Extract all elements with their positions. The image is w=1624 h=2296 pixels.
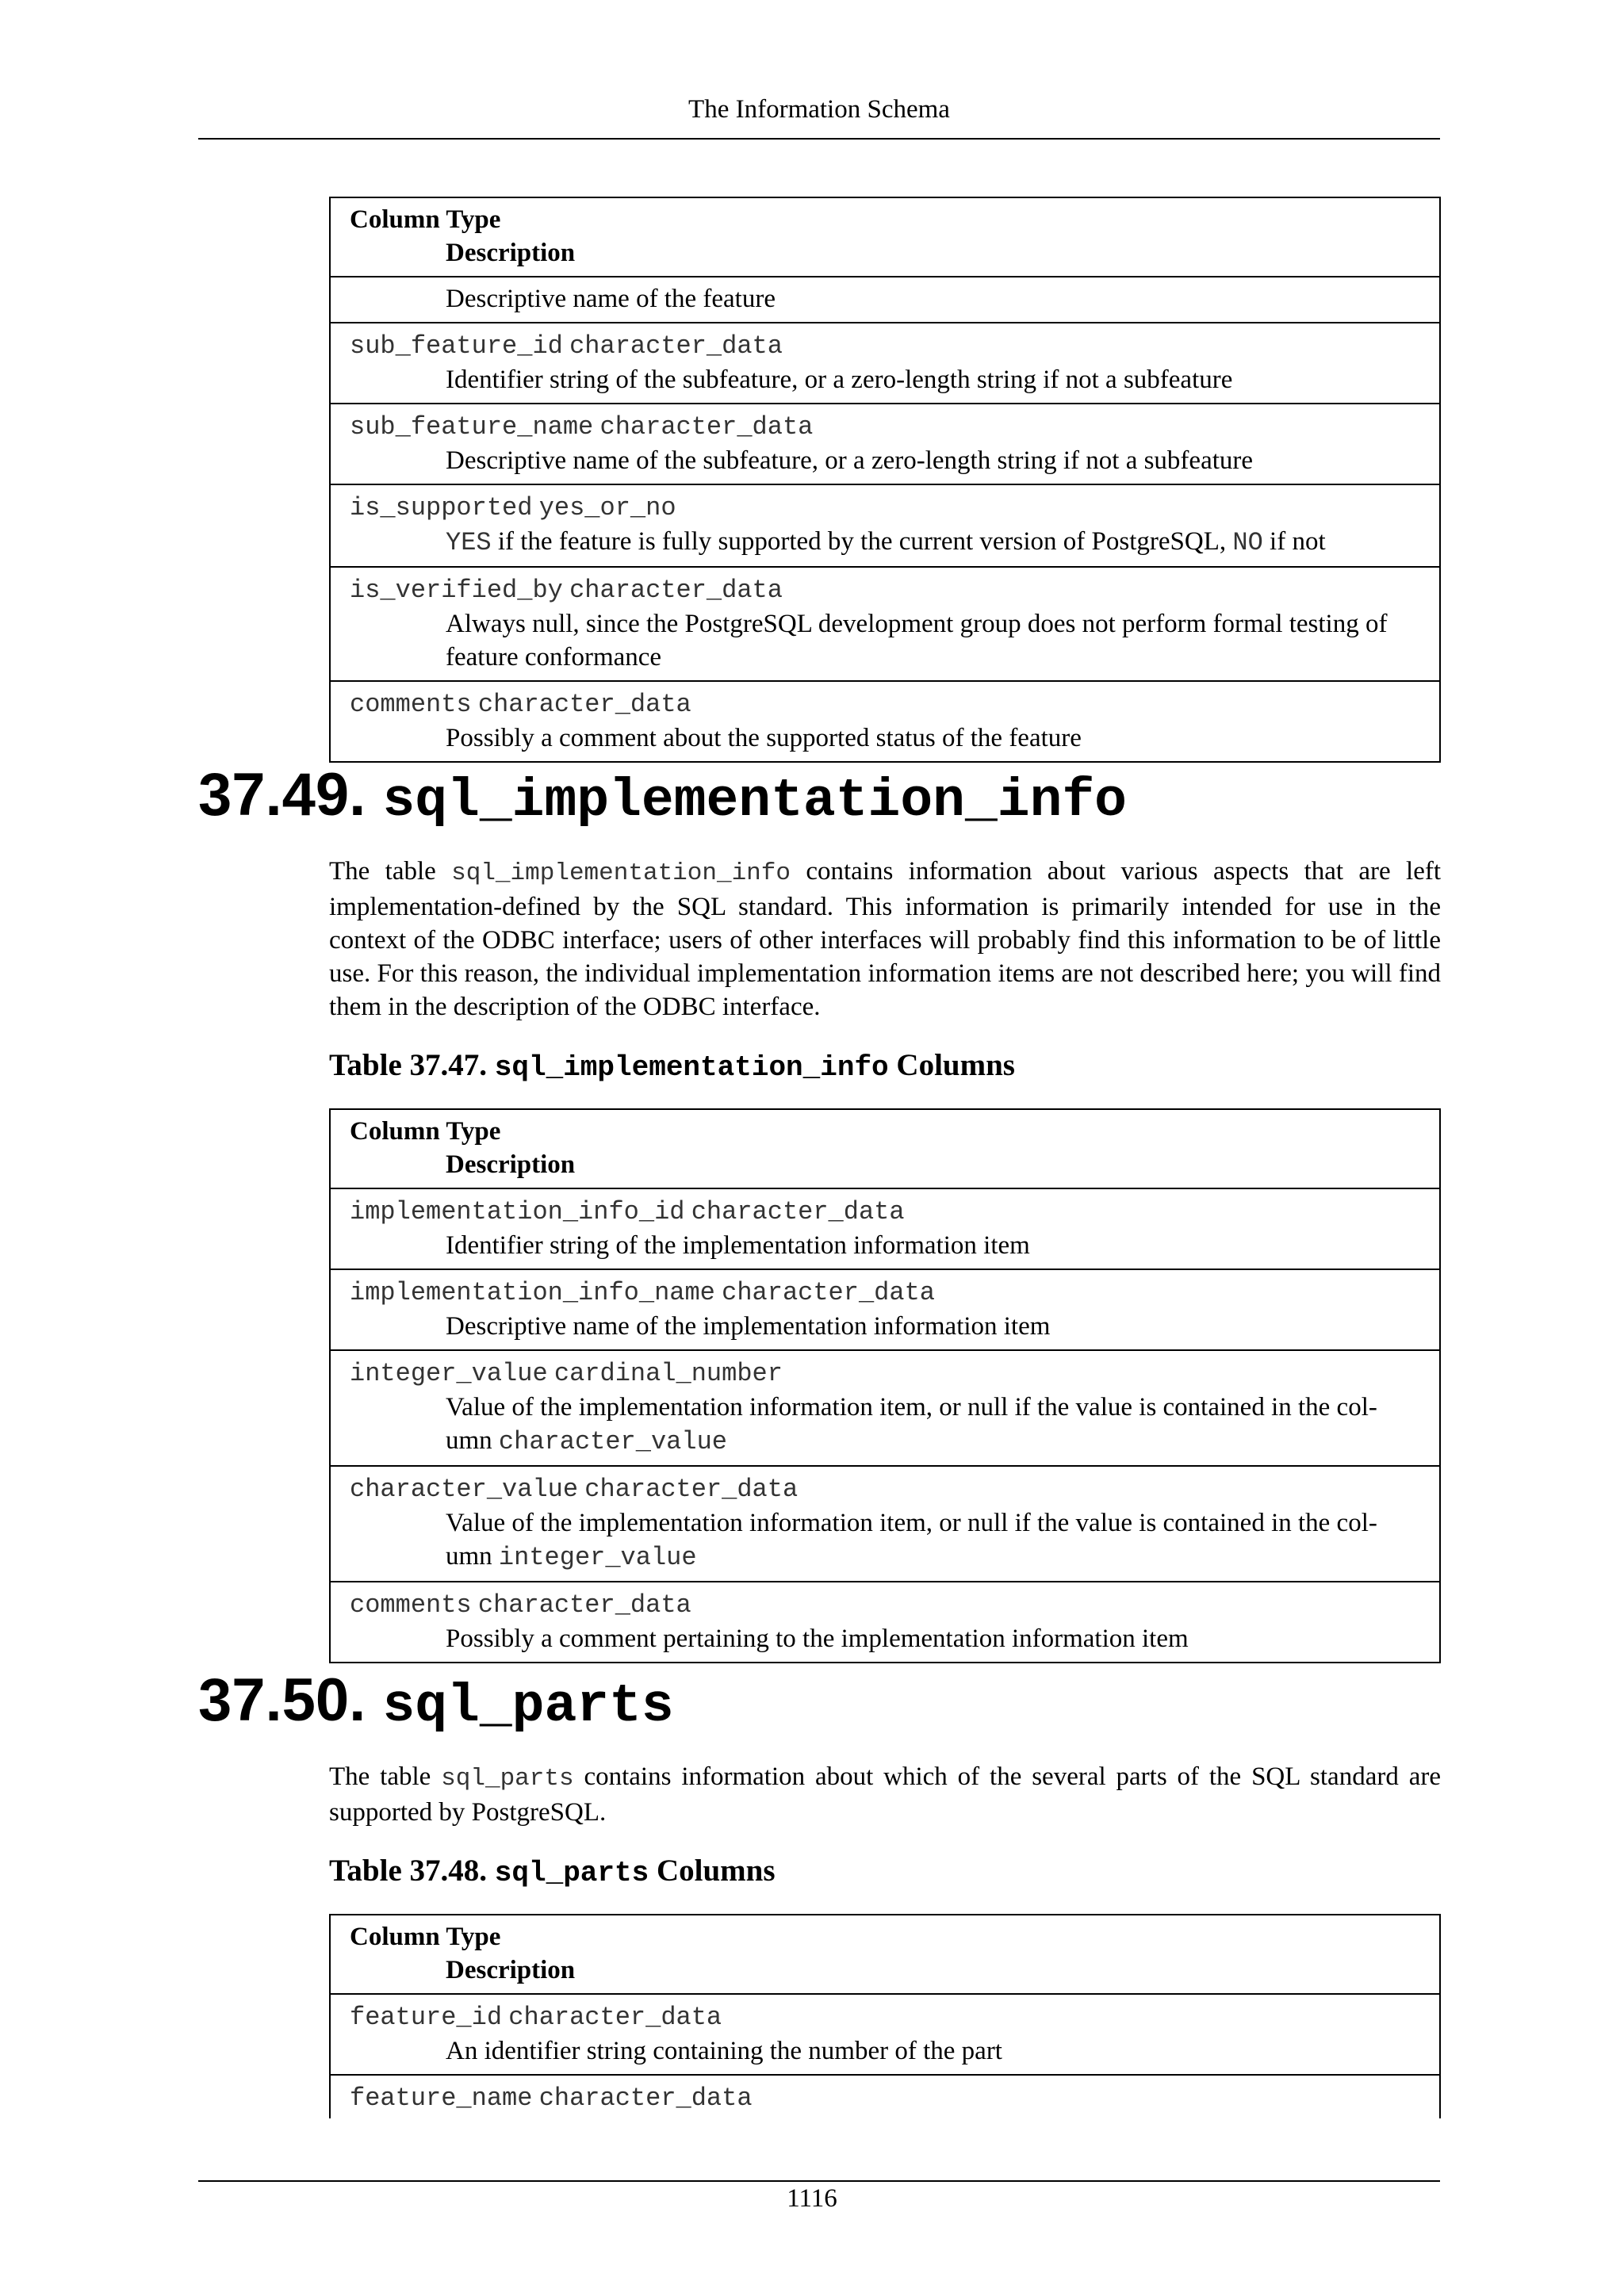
column-name: integer_value <box>350 1359 548 1388</box>
desc-text: Value of the implementation information item, or null if the value is contained in the col- umn <box>446 1509 1377 1571</box>
table-row <box>331 566 1439 680</box>
column-type: character_data <box>691 1197 905 1226</box>
table-row <box>331 1581 1439 1662</box>
desc-text: if the feature is fully supported by the current version of PostgreSQL, <box>491 527 1233 556</box>
table-row <box>331 1349 1439 1465</box>
intro-code: sql_implementation_info <box>451 859 791 887</box>
table-caption <box>329 1047 1015 1087</box>
column-type: character_data <box>569 576 783 605</box>
intro-code: sql_parts <box>441 1765 574 1793</box>
row-description: Identifier string of the subfeature, or a zero-length string if not a subfeature <box>446 365 1233 394</box>
table-row <box>331 322 1439 403</box>
row-description <box>350 1506 1420 1575</box>
intro-text-rest: contains information about various aspects that are left implementation-defined by the SQL standard. This information is primarily intended for use in the context of the ODBC interface; users of other interfaces will probably find this information to be of little use. For this reason, the individual implementation information items are not described here; you will find them in the description of the ODBC interface. <box>329 857 1441 1021</box>
sql-implementation-info-table <box>329 1108 1441 1663</box>
column-name: character_value <box>350 1475 579 1504</box>
header-description: Description <box>446 239 576 267</box>
row-description: Possibly a comment pertaining to the implementation information item <box>446 1624 1189 1653</box>
row-description: Descriptive name of the implementation information item <box>446 1312 1051 1341</box>
sql-parts-table <box>329 1914 1441 2118</box>
column-name: is_verified_by <box>350 576 563 605</box>
table-row <box>331 2074 1439 2118</box>
column-name: implementation_info_id <box>350 1197 685 1226</box>
column-type: yes_or_no <box>538 493 676 522</box>
column-type: character_data <box>538 2084 753 2113</box>
table-row <box>331 1993 1439 2074</box>
desc-code: integer_value <box>498 1543 697 1572</box>
footer-rule <box>198 2180 1440 2182</box>
section-intro-paragraph <box>329 1760 1441 1829</box>
intro-text-rest: contains information about which of the several parts of the SQL standard are supported by PostgreSQL. <box>329 1762 1441 1827</box>
desc-text: Value of the implementation information item, or null if the value is contained in the col- umn <box>446 1393 1377 1455</box>
header-column-type: Column Type <box>350 1923 501 1951</box>
column-type: character_data <box>477 1590 691 1620</box>
row-description: An identifier string containing the number of the part <box>446 2037 1002 2065</box>
table-caption <box>329 1852 776 1892</box>
column-type: character_data <box>477 690 691 719</box>
caption-code: sql_parts <box>494 1857 649 1889</box>
section-heading-sql-parts <box>198 1665 674 1743</box>
row-description <box>350 1391 1420 1459</box>
section-intro-paragraph <box>329 855 1441 1024</box>
column-type: character_data <box>569 331 783 361</box>
running-header <box>198 95 1440 140</box>
column-name: implementation_info_name <box>350 1278 715 1307</box>
code-no: NO <box>1232 528 1263 557</box>
column-type: character_data <box>599 412 814 442</box>
row-description: Descriptive name of the feature <box>446 285 776 313</box>
table-row <box>331 403 1439 484</box>
caption-code: sql_implementation_info <box>494 1051 889 1084</box>
column-name: feature_id <box>350 2003 503 2032</box>
code-yes: YES <box>446 528 492 557</box>
sql-features-table-continued <box>329 197 1441 763</box>
column-type: cardinal_number <box>553 1359 783 1388</box>
table-row <box>331 1269 1439 1349</box>
header-column-type: Column Type <box>350 205 501 234</box>
section-number: 37.49. <box>198 761 366 828</box>
row-description: Identifier string of the implementation information item <box>446 1231 1030 1260</box>
row-description: Always null, since the PostgreSQL development group does not perform formal testing of feature conformance <box>446 610 1388 672</box>
running-header-title: The Information Schema <box>688 95 950 124</box>
desc-code: character_value <box>498 1427 727 1456</box>
table-row <box>331 1465 1439 1581</box>
caption-suffix: Columns <box>649 1854 776 1888</box>
section-heading-sql-implementation-info <box>198 760 1127 837</box>
section-number: 37.50. <box>198 1667 366 1734</box>
header-column-type: Column Type <box>350 1117 501 1146</box>
column-name: comments <box>350 690 472 719</box>
table-row <box>331 276 1439 322</box>
table-header-row <box>331 198 1439 276</box>
header-description: Description <box>446 1150 576 1179</box>
table-row <box>331 1188 1439 1269</box>
header-description: Description <box>446 1956 576 1984</box>
caption-label: Table 37.47. <box>329 1048 495 1082</box>
row-description <box>350 525 1420 560</box>
column-name: sub_feature_id <box>350 331 563 361</box>
page-number: 1116 <box>787 2184 837 2213</box>
column-type: character_data <box>508 2003 722 2032</box>
column-name: comments <box>350 1590 472 1620</box>
row-description: Descriptive name of the subfeature, or a zero-length string if not a subfeature <box>446 446 1254 475</box>
table-row <box>331 484 1439 566</box>
intro-text: The table <box>329 857 452 886</box>
section-name: sql_parts <box>382 1676 674 1737</box>
desc-text-end: if not <box>1262 527 1326 556</box>
row-description: Possibly a comment about the supported status of the feature <box>446 724 1082 752</box>
section-name: sql_implementation_info <box>382 771 1127 832</box>
column-type: character_data <box>722 1278 935 1307</box>
column-type: character_data <box>584 1475 799 1504</box>
caption-label: Table 37.48. <box>329 1854 495 1888</box>
column-name: is_supported <box>350 493 533 522</box>
caption-suffix: Columns <box>888 1048 1015 1082</box>
table-row <box>331 680 1439 761</box>
intro-text: The table <box>329 1762 442 1791</box>
table-header-row <box>331 1110 1439 1188</box>
column-name: sub_feature_name <box>350 412 594 442</box>
table-header-row <box>331 1915 1439 1993</box>
column-name: feature_name <box>350 2084 533 2113</box>
